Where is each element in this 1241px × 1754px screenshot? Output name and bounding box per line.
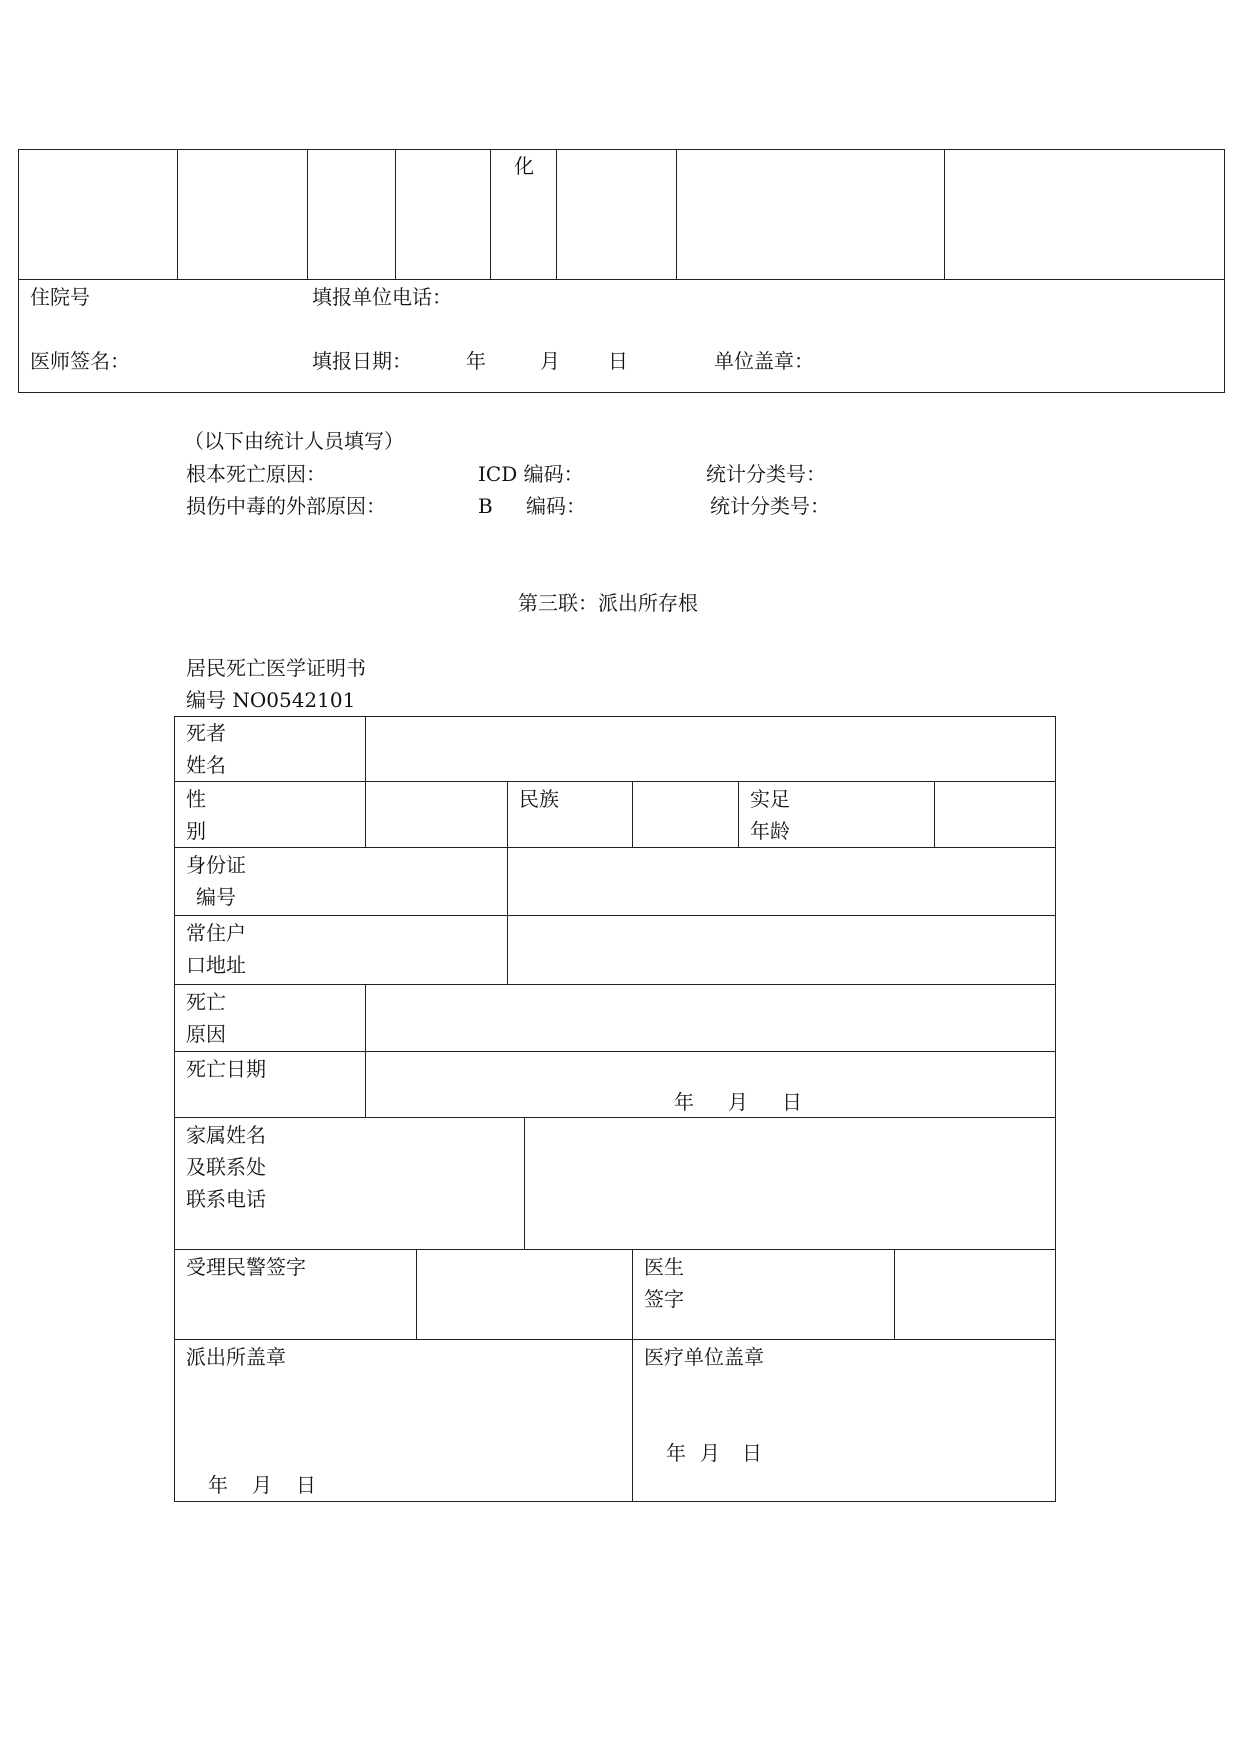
- doctor-sign-label: 医师签名：: [30, 349, 130, 373]
- cert-col-divider: [416, 1249, 417, 1340]
- part3-title: 第三联：派出所存根: [518, 591, 698, 615]
- stat-class-label-1: 统计分类号：: [706, 462, 826, 486]
- unit-phone-label: 填报单位电话：: [312, 285, 452, 309]
- age-label: 年龄: [750, 819, 790, 843]
- stats-note: （以下由统计人员填写）: [184, 429, 404, 453]
- report-date-label: 填报日期：: [312, 349, 412, 373]
- doctor-sign-label: 医生: [644, 1255, 684, 1279]
- police-seal-label: 派出所盖章: [186, 1345, 286, 1369]
- id-number-label: 身份证: [186, 853, 246, 877]
- family-contact-label: 及联系处: [186, 1155, 266, 1179]
- hospital-no-label: 住院号: [30, 285, 90, 309]
- report-day: 日: [608, 349, 628, 373]
- medical-seal-day: 日: [742, 1441, 762, 1465]
- cert-col-divider: [632, 781, 633, 848]
- medical-seal-year: 年: [666, 1441, 686, 1465]
- death-date-year: 年: [674, 1090, 694, 1114]
- report-month: 月: [540, 349, 560, 373]
- top-table-row-divider: [18, 279, 1225, 280]
- cert-col-divider: [365, 716, 366, 848]
- cert-col-divider: [738, 781, 739, 848]
- cert-row-divider: [174, 847, 1056, 848]
- family-contact-label: 联系电话: [186, 1187, 266, 1211]
- death-cause-label: 死亡: [186, 990, 226, 1014]
- top-table-col-divider: [395, 149, 396, 280]
- address-label: 常住户: [186, 921, 246, 945]
- cert-row-divider: [174, 984, 1056, 985]
- underlying-cause-label: 根本死亡原因：: [186, 462, 326, 486]
- certificate-title: 居民死亡医学证明书: [186, 656, 366, 680]
- certificate-table: [174, 716, 1056, 1502]
- police-seal-day: 日: [296, 1473, 316, 1497]
- icd-code-label: ICD 编码：: [478, 462, 584, 486]
- top-table-col-divider: [676, 149, 677, 280]
- top-table-col-divider: [944, 149, 945, 280]
- top-table-col-divider: [490, 149, 491, 280]
- cert-col-divider: [365, 984, 366, 1118]
- unit-seal-label: 单位盖章：: [714, 349, 814, 373]
- top-table-col-divider: [556, 149, 557, 280]
- b-label: B: [478, 494, 493, 518]
- deceased-name-label: 姓名: [186, 753, 226, 777]
- address-label: 口地址: [186, 953, 246, 977]
- cert-col-divider: [524, 1117, 525, 1250]
- police-seal-month: 月: [252, 1473, 272, 1497]
- death-date-day: 日: [782, 1090, 802, 1114]
- sex-label: 性: [186, 787, 206, 811]
- certificate-number: 编号 NO0542101: [186, 688, 356, 712]
- cert-row-divider: [174, 1117, 1056, 1118]
- id-number-label: 编号: [196, 885, 236, 909]
- police-sign-label: 受理民警签字: [186, 1255, 306, 1279]
- police-seal-year: 年: [208, 1473, 228, 1497]
- death-date-month: 月: [728, 1090, 748, 1114]
- ethnicity-label: 民族: [519, 787, 559, 811]
- cert-col-divider: [507, 781, 508, 985]
- doctor-sign-label: 签字: [644, 1287, 684, 1311]
- report-year: 年: [466, 349, 486, 373]
- cert-row-divider: [174, 1249, 1056, 1250]
- cert-row-divider: [174, 781, 1056, 782]
- death-cause-label: 原因: [186, 1022, 226, 1046]
- top-table-col-divider: [307, 149, 308, 280]
- stat-class-label-2: 统计分类号：: [710, 494, 830, 518]
- death-date-label: 死亡日期: [186, 1057, 266, 1081]
- medical-seal-month: 月: [700, 1441, 720, 1465]
- cert-col-divider: [894, 1249, 895, 1340]
- cert-col-divider: [632, 1249, 633, 1502]
- cert-col-divider: [934, 781, 935, 848]
- external-cause-label: 损伤中毒的外部原因：: [186, 494, 386, 518]
- family-contact-label: 家属姓名: [186, 1123, 266, 1147]
- cert-row-divider: [174, 915, 1056, 916]
- age-label: 实足: [750, 787, 790, 811]
- top-table-col-divider: [177, 149, 178, 280]
- cert-row-divider: [174, 1051, 1056, 1052]
- header-fragment: 化: [514, 154, 534, 178]
- medical-seal-label: 医疗单位盖章: [644, 1345, 764, 1369]
- sex-label: 别: [186, 819, 206, 843]
- code-label: 编码：: [526, 494, 586, 518]
- deceased-name-label: 死者: [186, 721, 226, 745]
- cert-row-divider: [174, 1339, 1056, 1340]
